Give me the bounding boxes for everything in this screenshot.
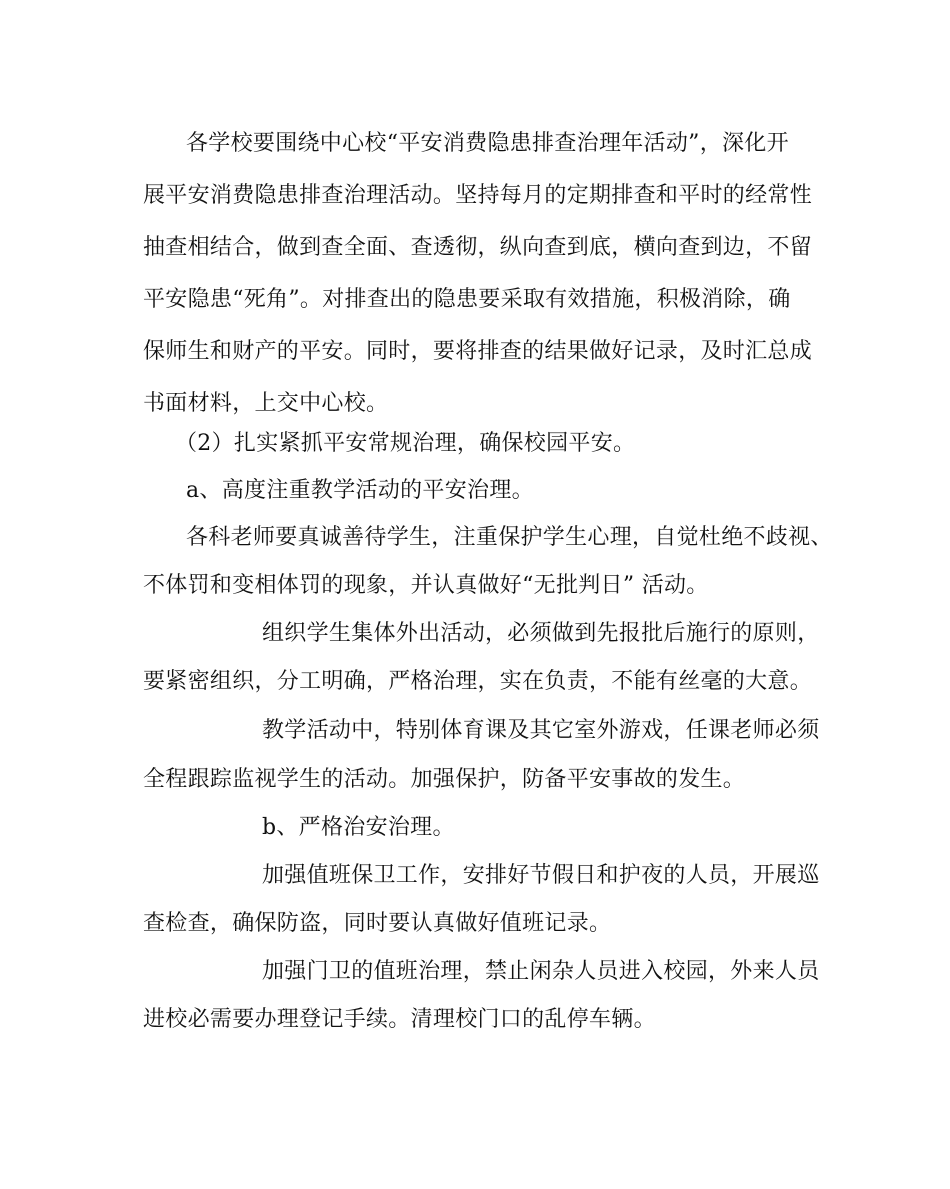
text-line: 要紧密组织，分工明确，严格治理，实在负责，不能有丝毫的大意。	[143, 669, 813, 694]
text-line: 组织学生集体外出活动，必须做到先报批后施行的原则，	[262, 621, 820, 646]
text-line: 教学活动中，特别体育课及其它室外游戏，任课老师必须	[262, 718, 820, 743]
text-line: 各学校要围绕中心校“平安消费隐患排查治理年活动”，深化开	[186, 131, 789, 156]
subsection-heading: b、严格治安治理。	[262, 815, 455, 840]
text-line: 各科老师要真诚善待学生，注重保护学生心理，自觉杜绝不歧视、	[186, 525, 833, 550]
text-line: 加强门卫的值班治理，禁止闲杂人员进入校园，外来人员	[262, 959, 820, 984]
text-line: 加强值班保卫工作，安排好节假日和护夜的人员，开展巡	[262, 863, 820, 888]
text-line: 进校必需要办理登记手续。清理校门口的乱停车辆。	[143, 1007, 656, 1032]
subsection-heading: a、高度注重教学活动的平安治理。	[186, 478, 534, 503]
text-line: 抽查相结合，做到查全面、查透彻，纵向查到底，横向查到边，不留	[143, 235, 813, 260]
text-line: 全程跟踪监视学生的活动。加强保护，防备平安事故的发生。	[143, 767, 746, 792]
text-line: 保师生和财产的平安。同时，要将排查的结果做好记录，及时汇总成	[143, 339, 813, 364]
text-line: 展平安消费隐患排查治理活动。坚持每月的定期排查和平时的经常性	[143, 183, 813, 208]
text-line: 书面材料，上交中心校。	[143, 391, 389, 416]
text-line: 平安隐患“死角”。对排查出的隐患要采取有效措施，积极消除，确	[143, 287, 791, 312]
text-line: 不体罚和变相体罚的现象，并认真做好“无批判日” 活动。	[143, 573, 709, 598]
text-line: 查检查，确保防盗，同时要认真做好值班记录。	[143, 911, 612, 936]
section-heading: （2）扎实紧抓平安常规治理，确保校园平安。	[175, 431, 636, 456]
